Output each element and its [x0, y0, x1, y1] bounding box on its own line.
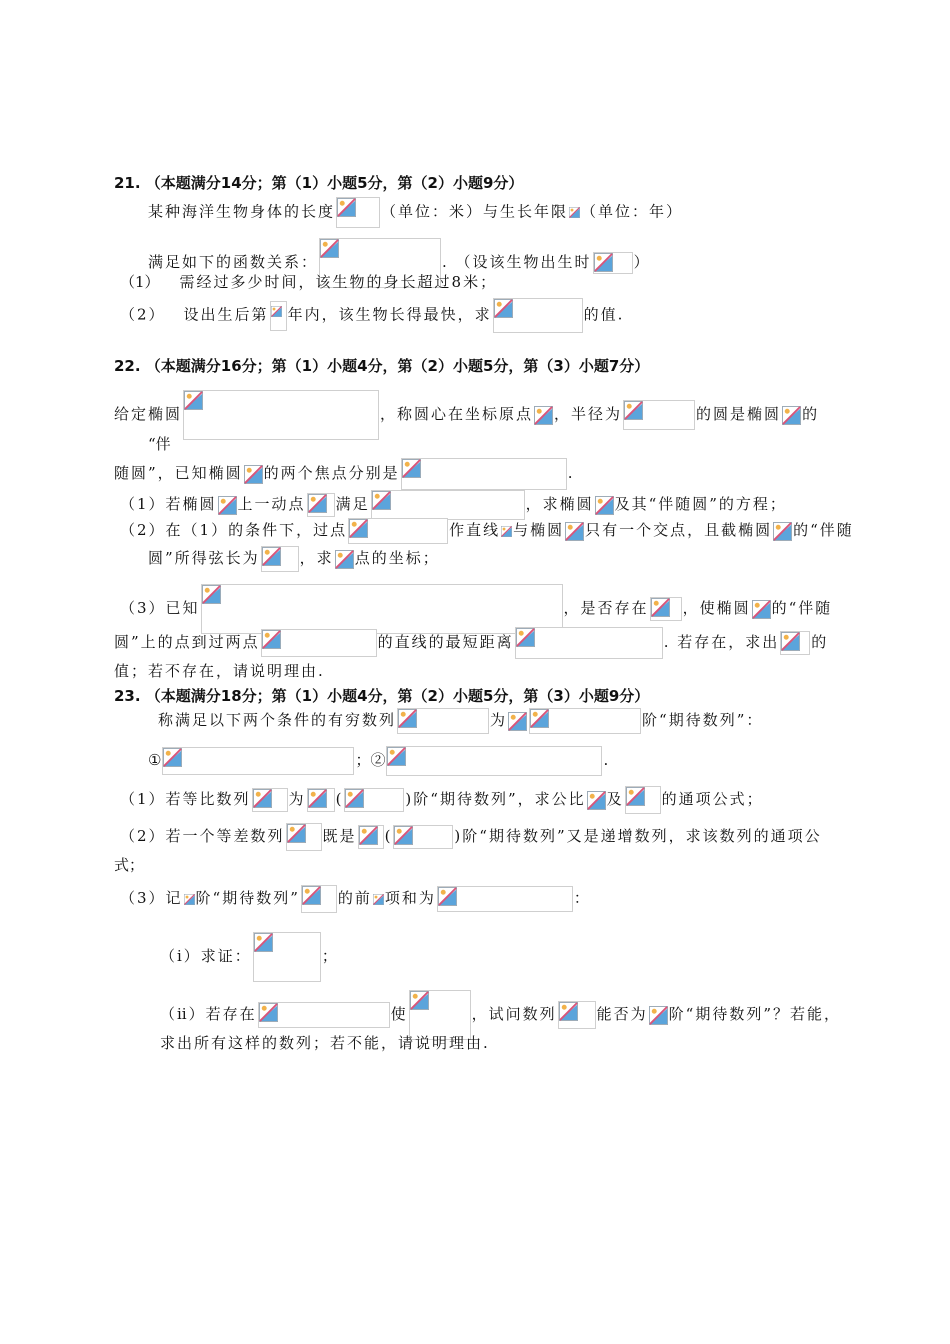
q22-text: （2）在（1）的条件下，过点: [120, 521, 348, 539]
broken-image-icon: [534, 406, 553, 425]
q22-line3: [114, 458, 574, 490]
q23-text: 及: [606, 790, 624, 808]
broken-image-icon: [320, 239, 339, 258]
broken-image-icon: [398, 709, 417, 728]
q23-sub1: [160, 932, 339, 982]
q22-text: .: [567, 464, 575, 482]
broken-image-icon: [202, 585, 221, 604]
q23-text: 阶“期待数列”：: [642, 711, 764, 729]
q23-text: 的通项公式；: [661, 790, 764, 808]
q23-part3: [120, 885, 591, 913]
formula-image: [397, 708, 489, 734]
q22-text: 给定椭圆: [114, 405, 183, 423]
broken-image-icon: [372, 491, 391, 510]
q22-text: ，使椭圆: [682, 599, 751, 617]
formula-image: [593, 252, 633, 274]
broken-image-icon: [271, 302, 282, 321]
q21-text: 某种海洋生物身体的长度: [148, 202, 336, 221]
broken-image-icon: [218, 496, 237, 515]
q22-text: 的: [811, 633, 829, 651]
broken-image-icon: [559, 1002, 578, 1021]
formula-image: [393, 825, 453, 849]
q21-text: （单位：年）: [581, 202, 684, 221]
q21-text: 设出生后第: [183, 305, 269, 324]
q23-text: 既是: [322, 827, 357, 845]
broken-image-icon: [308, 494, 327, 513]
part-number: （2）: [120, 305, 166, 324]
formula-image: [261, 629, 377, 657]
q22-text: 圆”上的点到过两点: [114, 633, 260, 651]
broken-image-icon: [337, 198, 356, 217]
q22-text: 的直线的最短距离: [377, 633, 514, 651]
formula-image: [307, 788, 335, 812]
broken-image-icon: [530, 709, 549, 728]
q21-text: 满足如下的函数关系：: [148, 253, 319, 271]
broken-image-icon: [302, 886, 321, 905]
q23-text: 阶“期待数列”又是递增数列，求该数列的通项公: [462, 827, 822, 845]
part-number: （1）: [120, 273, 160, 291]
broken-image-icon: [287, 824, 306, 843]
broken-image-icon: [494, 299, 513, 318]
formula-image: [344, 788, 404, 812]
broken-image-icon: [394, 826, 413, 845]
formula-image: [437, 886, 573, 912]
q21-heading: 21. （本题满分14分；第（1）小题5分，第（2）小题9分）: [114, 174, 524, 192]
broken-image-icon: [345, 789, 364, 808]
q21-part2: [120, 298, 624, 333]
formula-image: [183, 390, 379, 440]
broken-image-icon: [262, 547, 281, 566]
formula-image: [286, 823, 322, 851]
broken-image-icon: [335, 550, 354, 569]
q22-text: 的: [802, 405, 820, 423]
formula-image: [336, 197, 380, 228]
broken-image-icon: [651, 598, 670, 617]
q23-text: （3）记: [120, 889, 183, 907]
formula-image: [625, 786, 661, 814]
formula-image: [401, 458, 567, 490]
q23-text: 称满足以下两个条件的有穷数列: [158, 711, 397, 729]
formula-image: [252, 788, 288, 812]
q22-text: 的圆是椭圆: [696, 405, 782, 423]
q22-text: 与椭圆: [513, 521, 565, 539]
q23-part2: [120, 823, 822, 851]
broken-image-icon: [782, 406, 801, 425]
q22-text: ，求: [299, 549, 334, 567]
q21-text: 需经过多少时间，该生物的身长超过8米；: [179, 273, 498, 291]
q23-text: ): [454, 827, 463, 845]
broken-image-icon: [259, 1003, 278, 1022]
broken-image-icon: [626, 787, 645, 806]
q23-text: ：: [573, 889, 591, 907]
q23-line1: [158, 708, 763, 734]
q23-text: (: [384, 827, 393, 845]
q22-text: . 若存在，求出: [663, 633, 780, 651]
q23-text: 项和为: [384, 889, 436, 907]
q22-part2: [120, 518, 854, 544]
q23-heading: 23. （本题满分18分；第（1）小题4分，第（2）小题5分，第（3）小题9分）: [114, 687, 650, 705]
q22-text: 满足: [335, 495, 370, 513]
broken-image-icon: [253, 789, 272, 808]
formula-image: [558, 1001, 596, 1029]
q21-text: ）: [633, 253, 651, 271]
broken-image-icon: [587, 791, 606, 810]
broken-image-icon: [773, 522, 792, 541]
formula-image: [348, 518, 448, 544]
formula-image: [270, 301, 287, 331]
formula-image: [307, 493, 335, 517]
broken-image-icon: [595, 496, 614, 515]
q22-heading: 22. （本题满分16分；第（1）小题4分，第（2）小题5分，第（3）小题7分）: [114, 357, 650, 375]
q22-text: 上一动点: [237, 495, 306, 513]
q23-conditions: [148, 746, 608, 776]
broken-image-icon: [569, 203, 580, 222]
formula-image: [261, 546, 299, 572]
q23-text: 为: [288, 790, 306, 808]
broken-image-icon: [410, 991, 429, 1010]
q23-text: 使: [390, 1005, 408, 1023]
broken-image-icon: [649, 1006, 668, 1025]
q22-part2-cont: [148, 546, 440, 572]
q23-sub2-end: 求出所有这样的数列；若不能，请说明理由.: [160, 1034, 490, 1052]
broken-image-icon: [508, 712, 527, 731]
broken-image-icon: [163, 748, 182, 767]
q22-part3-end: 值；若不存在，请说明理由.: [114, 662, 325, 680]
formula-image: [623, 400, 695, 430]
formula-image: [253, 932, 321, 982]
formula-image: [162, 747, 354, 775]
broken-image-icon: [349, 519, 368, 538]
q22-part1: [120, 490, 787, 520]
broken-image-icon: [565, 522, 584, 541]
q23-text: （ⅰ）求证：: [160, 947, 252, 965]
formula-image: [493, 298, 583, 333]
q21-part1: [120, 272, 497, 292]
formula-image: [515, 627, 663, 659]
q22-text: 的“伴随: [771, 599, 833, 617]
q22-text: ，是否存在: [563, 599, 649, 617]
q23-text: 的前: [337, 889, 372, 907]
broken-image-icon: [308, 789, 327, 808]
broken-image-icon: [262, 630, 281, 649]
q22-text: 作直线: [449, 521, 501, 539]
broken-image-icon: [624, 401, 643, 420]
q21-text: 年内，该生物长得最快，求: [287, 305, 492, 324]
formula-image: [529, 708, 641, 734]
q23-text: （1）若等比数列: [120, 790, 251, 808]
broken-image-icon: [244, 465, 263, 484]
q23-text: （2）若一个等差数列: [120, 827, 285, 845]
broken-image-icon: [781, 632, 800, 651]
q21-text: . （设该生物出生时: [442, 253, 592, 271]
formula-image: [386, 746, 602, 776]
q23-part2-end: 式；: [114, 856, 145, 874]
q23-text: .: [603, 751, 609, 769]
q23-text: 能否为: [596, 1005, 648, 1023]
q22-text: 圆”所得弦长为: [148, 549, 260, 567]
q22-text: 的两个焦点分别是: [263, 464, 400, 482]
q22-text: ，求椭圆: [525, 495, 594, 513]
q23-text: 阶“期待数列”: [195, 889, 300, 907]
q23-text: （ⅱ）若存在: [160, 1005, 257, 1023]
broken-image-icon: [359, 826, 378, 845]
q21-text: （单位：米）与生长年限: [381, 202, 569, 221]
broken-image-icon: [254, 933, 273, 952]
q21-text: 的值.: [583, 305, 625, 324]
broken-image-icon: [438, 887, 457, 906]
broken-image-icon: [501, 522, 512, 541]
q23-text: (: [335, 790, 344, 808]
broken-image-icon: [516, 628, 535, 647]
broken-image-icon: [594, 253, 613, 272]
q22-part3-cont: [114, 627, 828, 659]
formula-image: [371, 490, 525, 520]
q21-line1: [148, 197, 683, 228]
broken-image-icon: [373, 890, 384, 909]
broken-image-icon: [402, 459, 421, 478]
q23-text: 为: [490, 711, 508, 729]
q23-text: ；②: [355, 751, 386, 769]
broken-image-icon: [387, 747, 406, 766]
formula-image: [358, 825, 384, 849]
q23-text: ): [405, 790, 414, 808]
formula-image: [650, 597, 682, 621]
q23-part1: [120, 786, 764, 814]
broken-image-icon: [752, 600, 771, 619]
q22-text: 只有一个交点，且截椭圆: [585, 521, 773, 539]
broken-image-icon: [184, 890, 195, 909]
formula-image: [258, 1002, 390, 1028]
q22-text: ，半径为: [554, 405, 623, 423]
q22-line2: “伴: [148, 435, 171, 453]
q22-line1: [114, 390, 819, 440]
q23-text: 阶“期待数列”？若能，: [668, 1005, 841, 1023]
q22-text: 及其“伴随圆”的方程；: [614, 495, 787, 513]
formula-image: [301, 885, 337, 913]
q23-text: ；: [321, 947, 339, 965]
q22-text: （1）若椭圆: [120, 495, 217, 513]
q22-text: 的“伴随: [793, 521, 854, 539]
q22-text: 点的坐标；: [354, 549, 440, 567]
q22-text: （3）已知: [120, 599, 200, 617]
q23-text: ，试问数列: [471, 1005, 557, 1023]
q23-text: 阶“期待数列”，求公比: [413, 790, 586, 808]
formula-image: [780, 631, 810, 655]
q22-text: ，称圆心在坐标原点: [380, 405, 534, 423]
circled-one: ①: [148, 751, 162, 769]
q22-text: 随圆”，已知椭圆: [114, 464, 243, 482]
broken-image-icon: [184, 391, 203, 410]
